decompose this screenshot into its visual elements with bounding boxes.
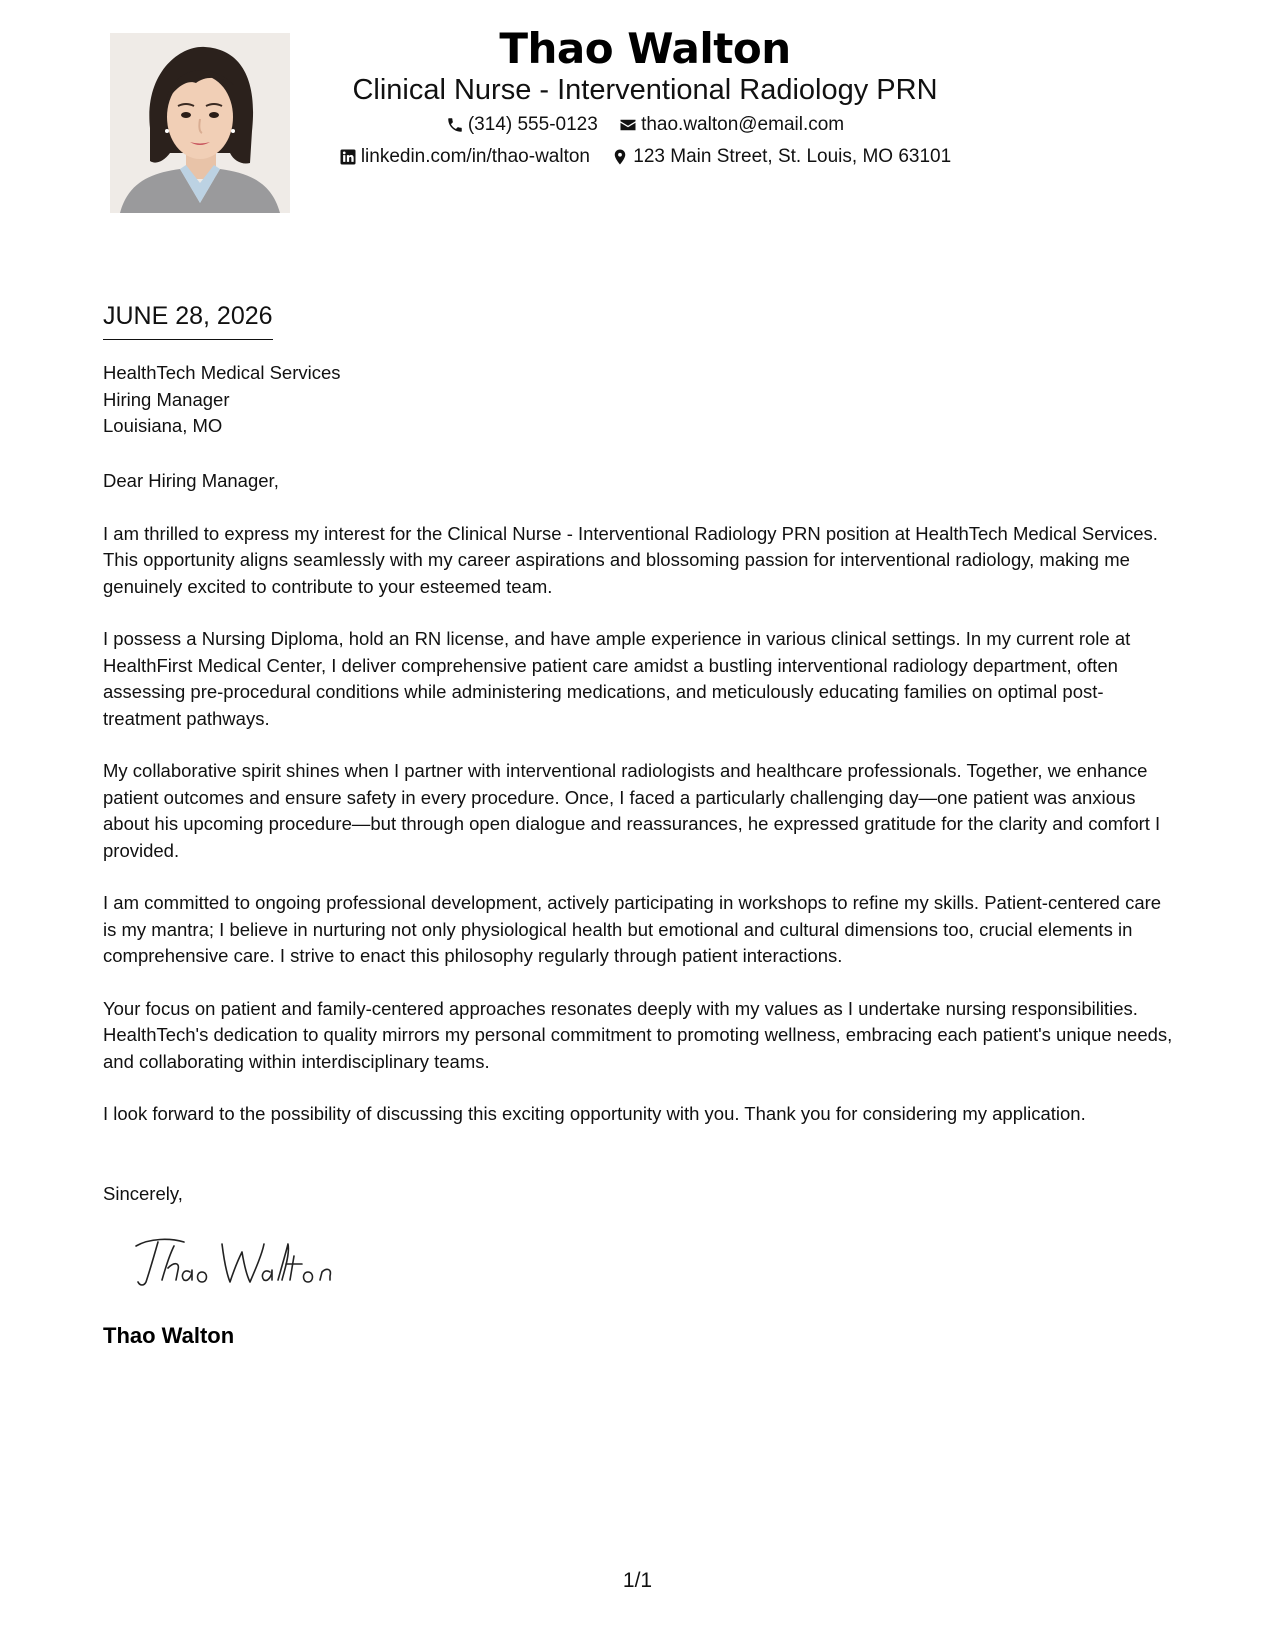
applicant-name: Thao Walton bbox=[499, 24, 791, 73]
closing: Sincerely, bbox=[103, 1183, 183, 1204]
job-title: Clinical Nurse - Interventional Radiology PRN bbox=[352, 74, 938, 106]
contact-email[interactable] bbox=[619, 113, 844, 137]
page-number: 1/1 bbox=[622, 1569, 653, 1592]
body-paragraph: Your focus on patient and family-centered approaches resonates deeply with my values as I undertake nursing responsibilities. HealthTech's dedication to quality mirrors my personal commitment to promoting wellness, embracing each patient's unique needs, and collaborating within interdisciplinary teams. bbox=[103, 997, 1173, 1072]
letter-date: JUNE 28, 2026 bbox=[103, 301, 273, 340]
body-paragraph: I look forward to the possibility of discussing this exciting opportunity with you. Thank you for considering my application. bbox=[103, 1103, 1086, 1124]
address-text: 123 Main Street, St. Louis, MO 63101 bbox=[633, 146, 952, 167]
letter-body bbox=[103, 468, 1173, 1154]
body-paragraph: I am committed to ongoing professional development, actively participating in workshops to refine my skills. Patient-centered care is my mantra; I believe in nurturing not only physiological health but emotional and cultural dimensions too, crucial elements in comprehensive care. I strive to enact this philosophy regularly through patient interactions. bbox=[103, 892, 1162, 966]
linkedin-icon bbox=[339, 148, 357, 166]
envelope-icon bbox=[619, 116, 637, 134]
phone-icon bbox=[446, 116, 464, 134]
signature-image bbox=[130, 1232, 350, 1292]
recipient-attention: Hiring Manager bbox=[103, 388, 230, 410]
contact-linkedin[interactable] bbox=[339, 145, 590, 169]
phone-text: (314) 555-0123 bbox=[467, 114, 598, 135]
body-paragraph: I possess a Nursing Diploma, hold an RN license, and have ample experience in various clinical settings. In my current role at HealthFirst Medical Center, I deliver comprehensive patient care amidst a bustling interventional radiology department, often assessing pre-procedural conditions while administering medications, and meticulously educating families on optimal post-treatment pathways. bbox=[103, 628, 1131, 729]
recipient-location: Louisiana, MO bbox=[103, 415, 223, 436]
linkedin-text: linkedin.com/in/thao-walton bbox=[360, 146, 590, 167]
map-pin-icon bbox=[611, 148, 629, 166]
recipient-block bbox=[103, 360, 341, 440]
profile-photo bbox=[110, 33, 290, 213]
contact-phone[interactable] bbox=[446, 113, 598, 137]
salutation: Dear Hiring Manager, bbox=[103, 470, 279, 491]
recipient-company: HealthTech Medical Services bbox=[103, 362, 341, 383]
body-paragraph: My collaborative spirit shines when I partner with interventional radiologists and healthcare professionals. Together, we enhance patient outcomes and ensure safety in every procedure. Once, I faced a particularly challenging day—one patient was anxious about his upcoming procedure—but through open dialogue and reassurances, he expressed gratitude for the clarity and comfort I provided. bbox=[103, 760, 1161, 861]
contact-row-phone-email bbox=[300, 113, 990, 141]
body-paragraph: I am thrilled to express my interest for the Clinical Nurse - Interventional Radiology PRN position at HealthTech Medical Services. This opportunity aligns seamlessly with my career aspirations and blossoming passion for interventional radiology, making me genuinely excited to contribute to your esteemed team. bbox=[103, 522, 1158, 597]
contact-row-linkedin-address bbox=[300, 145, 990, 173]
contact-address bbox=[611, 145, 951, 169]
email-text: thao.walton@email.com bbox=[641, 114, 845, 135]
signer-name: Thao Walton bbox=[103, 1323, 235, 1348]
